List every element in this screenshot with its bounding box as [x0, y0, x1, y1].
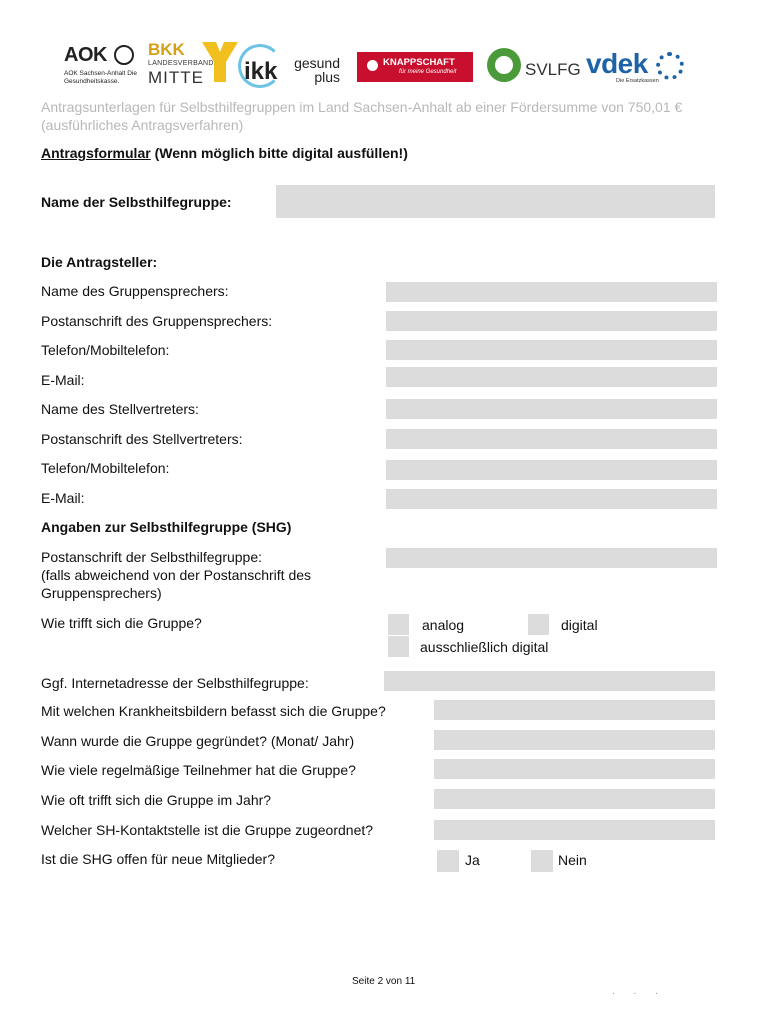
spokesperson-phone-field[interactable]: [386, 340, 717, 360]
ikk-logo-text: ikk: [244, 58, 278, 85]
vdek-logo: [586, 40, 690, 90]
ikk-logo-tagline: gesund plus: [294, 55, 340, 85]
deputy-name-field[interactable]: [386, 399, 717, 419]
contact-point-label: Welcher SH-Kontaktstelle ist die Gruppe zugeordnet?: [41, 822, 374, 838]
deputy-phone-label: Telefon/Mobiltelefon:: [41, 460, 170, 476]
shg-address-note: (falls abweichend von der Postanschrift des: [41, 567, 312, 583]
vdek-logo-tagline: Die Ersatzkassen: [616, 78, 659, 84]
diseases-label: Mit welchen Krankheitsbildern befasst sich die Gruppe?: [41, 703, 386, 719]
meetings-per-year-label: Wie oft trifft sich die Gruppe im Jahr?: [41, 792, 272, 808]
intro-text: Antragsunterlagen für Selbsthilfegruppen im Land Sachsen-Anhalt ab einer Fördersumme von 750,01 € (ausführliches Antragsverfahren): [41, 99, 683, 133]
digital-only-label: ausschließlich digital: [420, 639, 549, 655]
bkk-y-icon: [202, 42, 238, 82]
form-heading-underlined: Antragsformular: [41, 145, 151, 161]
no-label: Nein: [558, 852, 587, 868]
analog-label: analog: [422, 617, 465, 633]
participants-field[interactable]: [434, 759, 715, 779]
deputy-phone-field[interactable]: [386, 460, 717, 480]
meetings-per-year-field[interactable]: [434, 789, 715, 809]
applicants-heading: Die Antragsteller:: [41, 254, 158, 270]
spokesperson-address-label: Postanschrift des Gruppensprechers:: [41, 313, 273, 329]
yes-checkbox[interactable]: [437, 850, 459, 872]
knappschaft-logo-tagline: für meine Gesundheit: [399, 69, 457, 75]
website-field[interactable]: [384, 671, 715, 691]
knappschaft-emblem-icon: [367, 60, 378, 71]
knappschaft-logo: [357, 52, 473, 82]
deputy-email-field[interactable]: [386, 489, 717, 509]
aok-logo-text: AOK: [64, 44, 107, 66]
knappschaft-logo-text: KNAPPSCHAFT: [383, 57, 455, 68]
group-name-label: Name der Selbsthilfegruppe:: [41, 194, 232, 210]
deputy-name-label: Name des Stellvertreters:: [41, 401, 199, 417]
analog-checkbox[interactable]: [388, 614, 409, 635]
deputy-address-field[interactable]: [386, 429, 717, 449]
spokesperson-phone-label: Telefon/Mobiltelefon:: [41, 342, 170, 358]
vdek-logo-text: vdek: [586, 48, 648, 79]
vdek-ring-icon: [656, 52, 684, 80]
spokesperson-email-field[interactable]: [386, 367, 717, 387]
digital-only-checkbox[interactable]: [388, 636, 409, 657]
spokesperson-name-field[interactable]: [386, 282, 717, 302]
svlfg-logo: [487, 40, 582, 90]
form-heading: [41, 145, 408, 161]
spokesperson-name-label: Name des Gruppensprechers:: [41, 283, 229, 299]
svlfg-logo-text: SVLFG: [525, 60, 581, 79]
diseases-field[interactable]: [434, 700, 715, 720]
aok-logo: [62, 40, 144, 90]
no-checkbox[interactable]: [531, 850, 553, 872]
deputy-email-label: E-Mail:: [41, 490, 85, 506]
deputy-address-label: Postanschrift des Stellvertreters:: [41, 431, 243, 447]
spokesperson-address-field[interactable]: [386, 311, 717, 331]
contact-point-field[interactable]: [434, 820, 715, 840]
digital-checkbox[interactable]: [528, 614, 549, 635]
footer-marks: . . .: [612, 986, 666, 997]
aok-tree-icon: [114, 45, 134, 65]
form-heading-rest: (Wenn möglich bitte digital ausfüllen!): [150, 145, 408, 161]
page-number: Seite 2 von 11: [352, 976, 416, 987]
meeting-label: Wie trifft sich die Gruppe?: [41, 615, 202, 631]
open-label: Ist die SHG offen für neue Mitglieder?: [41, 851, 275, 867]
bkk-logo: [148, 40, 240, 90]
participants-label: Wie viele regelmäßige Teilnehmer hat die Gruppe?: [41, 762, 356, 778]
website-label: Ggf. Internetadresse der Selbsthilfegruppe:: [41, 675, 309, 691]
founded-label: Wann wurde die Gruppe gegründet? (Monat/ Jahr): [41, 733, 355, 749]
shg-section-heading: Angaben zur Selbsthilfegruppe (SHG): [41, 519, 292, 535]
bkk-logo-line3: MITTE: [148, 68, 204, 87]
logo-bar: [60, 40, 700, 92]
shg-address-label: Postanschrift der Selbsthilfegruppe:: [41, 549, 263, 565]
shg-address-field[interactable]: [386, 548, 717, 568]
shg-address-note-2: Gruppensprechers): [41, 585, 162, 601]
aok-logo-subtitle: AOK Sachsen-Anhalt Die Gesundheitskasse.: [64, 70, 137, 85]
bkk-logo-line2: LANDESVERBAND: [148, 60, 214, 67]
spokesperson-email-label: E-Mail:: [41, 372, 85, 388]
svlfg-emblem-inner: [495, 56, 513, 74]
digital-label: digital: [561, 617, 598, 633]
ikk-logo: [238, 40, 342, 90]
founded-field[interactable]: [434, 730, 715, 750]
group-name-field[interactable]: [276, 185, 715, 218]
bkk-logo-line1: BKK: [148, 40, 185, 59]
yes-label: Ja: [465, 852, 480, 868]
